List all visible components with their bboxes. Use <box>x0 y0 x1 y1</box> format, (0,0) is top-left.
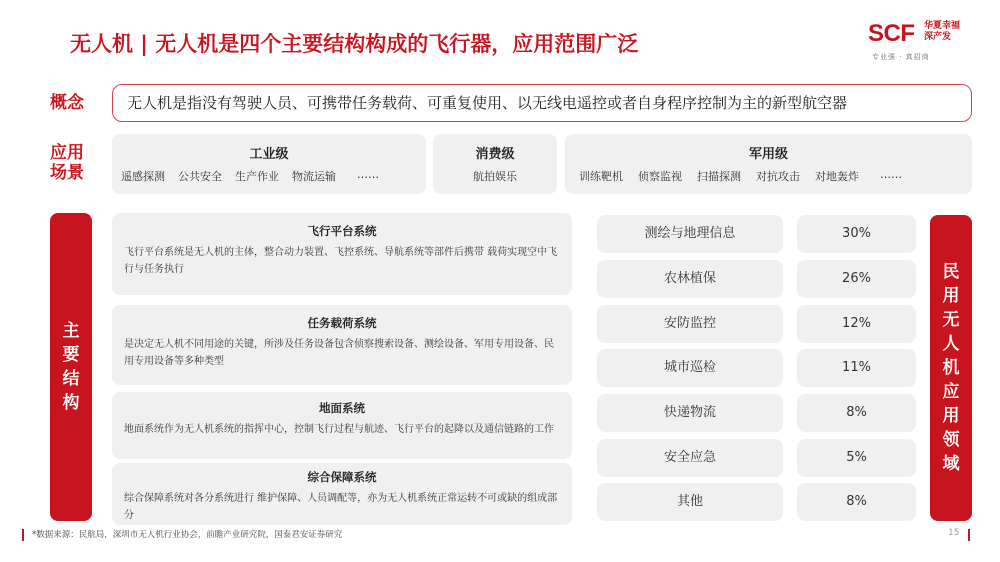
military-panel <box>565 134 972 194</box>
use-name: 安防监控 <box>597 305 783 343</box>
company-logo <box>868 20 978 66</box>
industrial-items <box>121 168 379 184</box>
scene-item: 公共安全 <box>178 170 222 183</box>
use-name: 农林植保 <box>597 260 783 298</box>
structure-card <box>112 463 572 525</box>
logo-brand: SCF <box>868 20 915 47</box>
scene-item: 遥感探测 <box>121 170 165 183</box>
footer-divider <box>22 529 24 541</box>
use-name: 快递物流 <box>597 394 783 432</box>
structure-card <box>112 392 572 459</box>
structure-card-title: 综合保障系统 <box>307 470 377 484</box>
use-pct: 12% <box>797 305 916 343</box>
structure-label: 主要结构 <box>62 321 80 413</box>
consumer-items <box>433 168 557 184</box>
logo-cn-name <box>924 21 964 43</box>
use-name: 测绘与地理信息 <box>597 215 783 253</box>
scene-item: 对地轰炸 <box>815 170 859 183</box>
structure-card-desc: 地面系统作为无人机系统的指挥中心，控制飞行过程与航迹、飞行平台的起降以及通信链路的工作 <box>124 424 554 435</box>
scene-item: 训练靶机 <box>579 170 623 183</box>
page-number: 15 <box>948 528 960 538</box>
logo-cn-line1: 华夏幸福 <box>924 21 961 31</box>
structure-card-title: 地面系统 <box>319 401 365 415</box>
scenes-label <box>50 143 84 183</box>
structure-card-desc: 飞行平台系统是无人机的主体，整合动力装置、飞控系统、导航系统等部件后携带 载荷实现空中飞行与任务执行 <box>124 247 558 275</box>
scene-item: 侦察监视 <box>638 170 682 183</box>
structure-card <box>112 305 572 385</box>
structure-bar <box>50 213 92 521</box>
consumer-title: 消费级 <box>475 147 515 162</box>
military-items <box>579 168 902 184</box>
concept-box: 无人机是指没有驾驶人员、可携带任务载荷、可重复使用、以无线电遥控或者自身程序控制为主的新型航空器 <box>112 84 972 122</box>
use-pct: 5% <box>797 439 916 477</box>
scene-item: 对抗攻击 <box>756 170 800 183</box>
scenes-label-line1: 应用 <box>50 143 84 163</box>
page-divider <box>968 529 970 541</box>
structure-card-title: 飞行平台系统 <box>307 224 377 238</box>
scene-item: 生产作业 <box>235 170 279 183</box>
industrial-panel <box>112 134 426 194</box>
use-pct: 30% <box>797 215 916 253</box>
use-pct: 11% <box>797 349 916 387</box>
structure-card-desc: 综合保障系统对各分系统进行 维护保障、人员调配等，亦为无人机系统正常运转不可或缺的组成部分 <box>124 493 558 521</box>
footer-source: *数据来源：民航局，深圳市无人机行业协会，前瞻产业研究院，国泰君安证券研究 <box>32 530 343 540</box>
scene-item: …… <box>357 168 379 181</box>
civil-use-label: 民用无人机应用领域 <box>942 262 960 474</box>
use-pct: 8% <box>797 394 916 432</box>
use-name: 安全应急 <box>597 439 783 477</box>
industrial-title: 工业级 <box>249 147 289 162</box>
military-title: 军用级 <box>748 147 788 162</box>
use-name: 城市巡检 <box>597 349 783 387</box>
use-pct: 8% <box>797 483 916 521</box>
use-name: 其他 <box>597 483 783 521</box>
scene-item: 物流运输 <box>292 170 336 183</box>
use-pct: 26% <box>797 260 916 298</box>
consumer-panel <box>433 134 557 194</box>
logo-cn-line2: 深产发 <box>924 32 952 42</box>
structure-card-title: 任务载荷系统 <box>307 316 377 330</box>
structure-card-desc: 是决定无人机不同用途的关键，所涉及任务设备包含侦察搜索设备、测绘设备、军用专用设备、民用专用设备等多种类型 <box>124 339 554 367</box>
structure-card <box>112 213 572 295</box>
scene-item: …… <box>880 168 902 181</box>
page-title: 无人机 | 无人机是四个主要结构构成的飞行器，应用范围广泛 <box>70 32 639 56</box>
civil-use-bar <box>930 215 972 521</box>
logo-slogan: 专业强 · 真招商 <box>872 53 930 61</box>
concept-label: 概念 <box>50 93 84 113</box>
scene-item: 航拍娱乐 <box>473 170 517 183</box>
scene-item: 扫描探测 <box>697 170 741 183</box>
scenes-label-line2: 场景 <box>50 163 84 183</box>
